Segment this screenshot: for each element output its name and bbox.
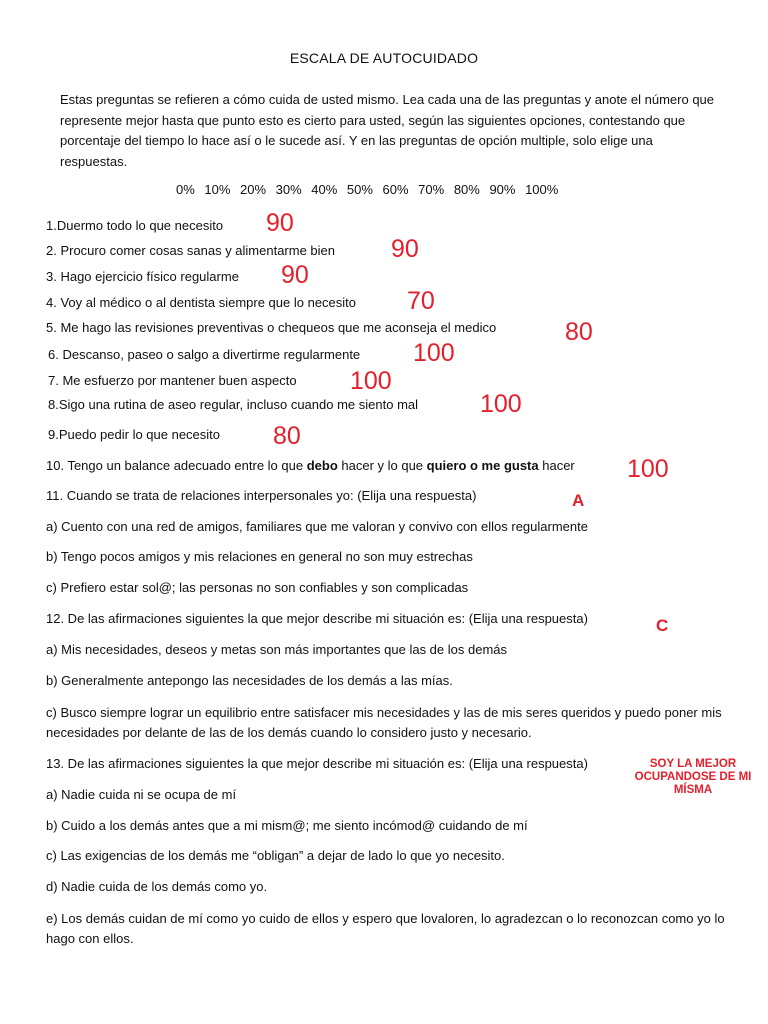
q11-option-a: a) Cuento con una red de amigos, familiares que me valoran y convivo con ellos regularmente — [46, 519, 588, 534]
q12-option-b: b) Generalmente antepongo las necesidades de los demás a las mías. — [46, 673, 453, 688]
question-4: 4. Voy al médico o al dentista siempre que lo necesito — [46, 295, 357, 310]
q13-option-d: d) Nadie cuida de los demás como yo. — [46, 879, 268, 894]
question-9: 9.Puedo pedir lo que necesito — [48, 427, 221, 442]
answer-13 — [628, 758, 758, 797]
q12-option-a: a) Mis necesidades, deseos y metas son más importantes que las de los demás — [46, 642, 508, 657]
answer-1: 90 — [266, 209, 294, 237]
answer-8: 100 — [480, 390, 522, 418]
answer-11: A — [572, 491, 585, 510]
question-10-bold1: debo — [306, 458, 338, 473]
answer-7: 100 — [350, 367, 392, 395]
answer-12: C — [656, 616, 669, 635]
answer-4: 70 — [407, 287, 435, 315]
question-5: 5. Me hago las revisiones preventivas o chequeos que me aconseja el medico — [46, 320, 497, 335]
question-10-part3: hacer — [538, 458, 575, 473]
question-7: 7. Me esfuerzo por mantener buen aspecto — [48, 373, 297, 388]
answer-6: 100 — [413, 339, 455, 367]
answer-10: 100 — [627, 455, 669, 483]
question-10-bold2: quiero o me gusta — [426, 458, 539, 473]
question-10 — [46, 458, 575, 474]
percentage-scale: 0% 10% 20% 30% 40% 50% 60% 70% 80% 90% 100% — [176, 182, 559, 197]
question-13: 13. De las afirmaciones siguientes la que mejor describe mi situación es: (Elija una respuesta) — [46, 756, 588, 771]
q13-option-c: c) Las exigencias de los demás me “obligan” a dejar de lado lo que yo necesito. — [46, 848, 505, 863]
answer-13-line-2: OCUPANDOSE DE MI — [634, 771, 752, 783]
question-2: 2. Procuro comer cosas sanas y alimentarme bien — [46, 243, 336, 258]
answer-13-line-1: SOY LA MEJOR — [649, 758, 737, 770]
q12-option-c: c) Busco siempre lograr un equilibrio entre satisfacer mis necesidades y las de mis seres queridos y puedo poner mis necesidades por delante de las de los demás cuando lo considero justo y necesario. — [46, 705, 722, 740]
question-10-part1: 10. Tengo un balance adecuado entre lo que — [46, 458, 307, 473]
answer-3: 90 — [281, 261, 309, 289]
question-11: 11. Cuando se trata de relaciones interpersonales yo: (Elija una respuesta) — [46, 488, 477, 503]
intro-paragraph: Estas preguntas se refieren a cómo cuida de usted mismo. Lea cada una de las preguntas y anote el número que represente mejor hasta que punto esto es cierto para usted, según las siguientes opciones, contestando que porcentaje del tiempo lo hace así o le sucede así. Y en las preguntas de opción multiple, solo elige una respuestas. — [60, 92, 715, 169]
question-3: 3. Hago ejercicio físico regularme — [46, 269, 239, 284]
answer-9: 80 — [273, 422, 301, 450]
question-12: 12. De las afirmaciones siguientes la que mejor describe mi situación es: (Elija una respuesta) — [46, 611, 588, 626]
question-1: 1.Duermo todo lo que necesito — [46, 218, 224, 233]
q13-option-b: b) Cuido a los demás antes que a mi mism@; me siento incómod@ cuidando de mí — [46, 818, 528, 833]
question-6: 6. Descanso, paseo o salgo a divertirme regularmente — [48, 347, 361, 362]
page-title: ESCALA DE AUTOCUIDADO — [289, 50, 479, 66]
answer-2: 90 — [391, 235, 419, 263]
q13-option-e: e) Los demás cuidan de mí como yo cuido de ellos y espero que lovaloren, lo agradezcan o lo reconozcan como yo lo hago con ellos. — [46, 911, 725, 946]
q11-option-c: c) Prefiero estar sol@; las personas no son confiables y son complicadas — [46, 580, 469, 595]
question-8: 8.Sigo una rutina de aseo regular, incluso cuando me siento mal — [48, 397, 419, 412]
q13-option-a: a) Nadie cuida ni se ocupa de mí — [46, 787, 237, 802]
q11-option-b: b) Tengo pocos amigos y mis relaciones en general no son muy estrechas — [46, 549, 473, 564]
answer-13-line-3: MÍSMA — [673, 784, 713, 796]
answer-5: 80 — [565, 318, 593, 346]
question-10-part2: hacer y lo que — [337, 458, 427, 473]
